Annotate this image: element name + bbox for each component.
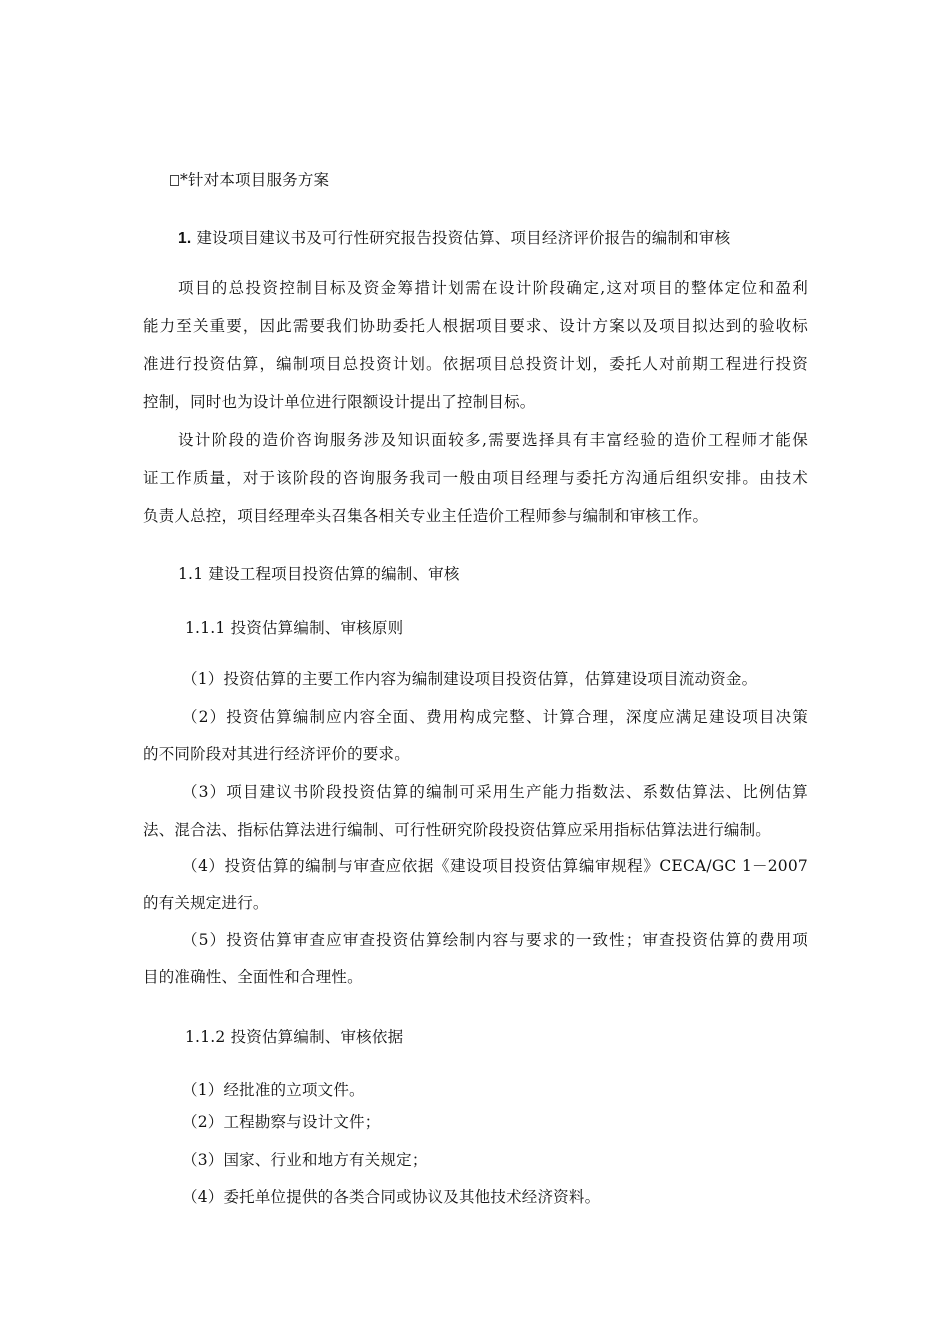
heading-1-1-1: 1.1.1 投资估算编制、审核原则 xyxy=(185,619,404,637)
principle-line: 法、混合法、指标估算法进行编制、可行性研究阶段投资估算应采用指标估算法进行编制。 xyxy=(143,821,772,839)
principle-line: （5）投资估算审查应审查投资估算绘制内容与要求的一致性；审查投资估算的费用项 xyxy=(182,931,808,949)
section-title: *针对本项目服务方案 xyxy=(170,170,329,190)
heading-1-text: 建设项目建议书及可行性研究报告投资估算、项目经济评价报告的编制和审核 xyxy=(196,229,731,247)
principle-line: 目的准确性、全面性和合理性。 xyxy=(143,968,363,986)
principle-line: （3）项目建议书阶段投资估算的编制可采用生产能力指数法、系数估算法、比例估算 xyxy=(182,783,808,801)
para1-line: 项目的总投资控制目标及资金筹措计划需在设计阶段确定,这对项目的整体定位和盈利 xyxy=(178,279,808,297)
principle-line: 的有关规定进行。 xyxy=(143,894,269,912)
heading-1-number: 1. xyxy=(178,230,192,247)
principle-line: 的不同阶段对其进行经济评价的要求。 xyxy=(143,745,410,763)
principle-line: （4）投资估算的编制与审查应依据《建设项目投资估算编审规程》CECA/GC 1－2007 xyxy=(182,857,808,875)
basis-item: （4）委托单位提供的各类合同或协议及其他技术经济资料。 xyxy=(182,1188,601,1206)
para2-line: 负责人总控，项目经理牵头召集各相关专业主任造价工程师参与编制和审核工作。 xyxy=(143,507,709,525)
para1-line: 控制，同时也为设计单位进行限额设计提出了控制目标。 xyxy=(143,393,536,411)
checkbox-glyph-icon xyxy=(170,175,179,186)
principle-line: （1）投资估算的主要工作内容为编制建设项目投资估算，估算建设项目流动资金。 xyxy=(182,670,758,688)
basis-item: （1）经批准的立项文件。 xyxy=(182,1081,365,1099)
heading-1 xyxy=(178,228,730,249)
basis-item: （2）工程勘察与设计文件； xyxy=(182,1113,381,1131)
principle-line: （2）投资估算编制应内容全面、费用构成完整、计算合理，深度应满足建设项目决策 xyxy=(182,708,808,726)
para1-line: 能力至关重要，因此需要我们协助委托人根据项目要求、设计方案以及项目拟达到的验收标 xyxy=(143,317,808,335)
basis-item: （3）国家、行业和地方有关规定； xyxy=(182,1151,428,1169)
para1-line: 准进行投资估算，编制项目总投资计划。依据项目总投资计划，委托人对前期工程进行投资 xyxy=(143,355,808,373)
para2-line: 设计阶段的造价咨询服务涉及知识面较多,需要选择具有丰富经验的造价工程师才能保 xyxy=(178,431,808,449)
heading-1-1-2: 1.1.2 投资估算编制、审核依据 xyxy=(185,1028,404,1046)
heading-1-1: 1.1 建设工程项目投资估算的编制、审核 xyxy=(178,565,460,583)
para2-line: 证工作质量，对于该阶段的咨询服务我司一般由项目经理与委托方沟通后组织安排。由技术 xyxy=(143,469,808,487)
